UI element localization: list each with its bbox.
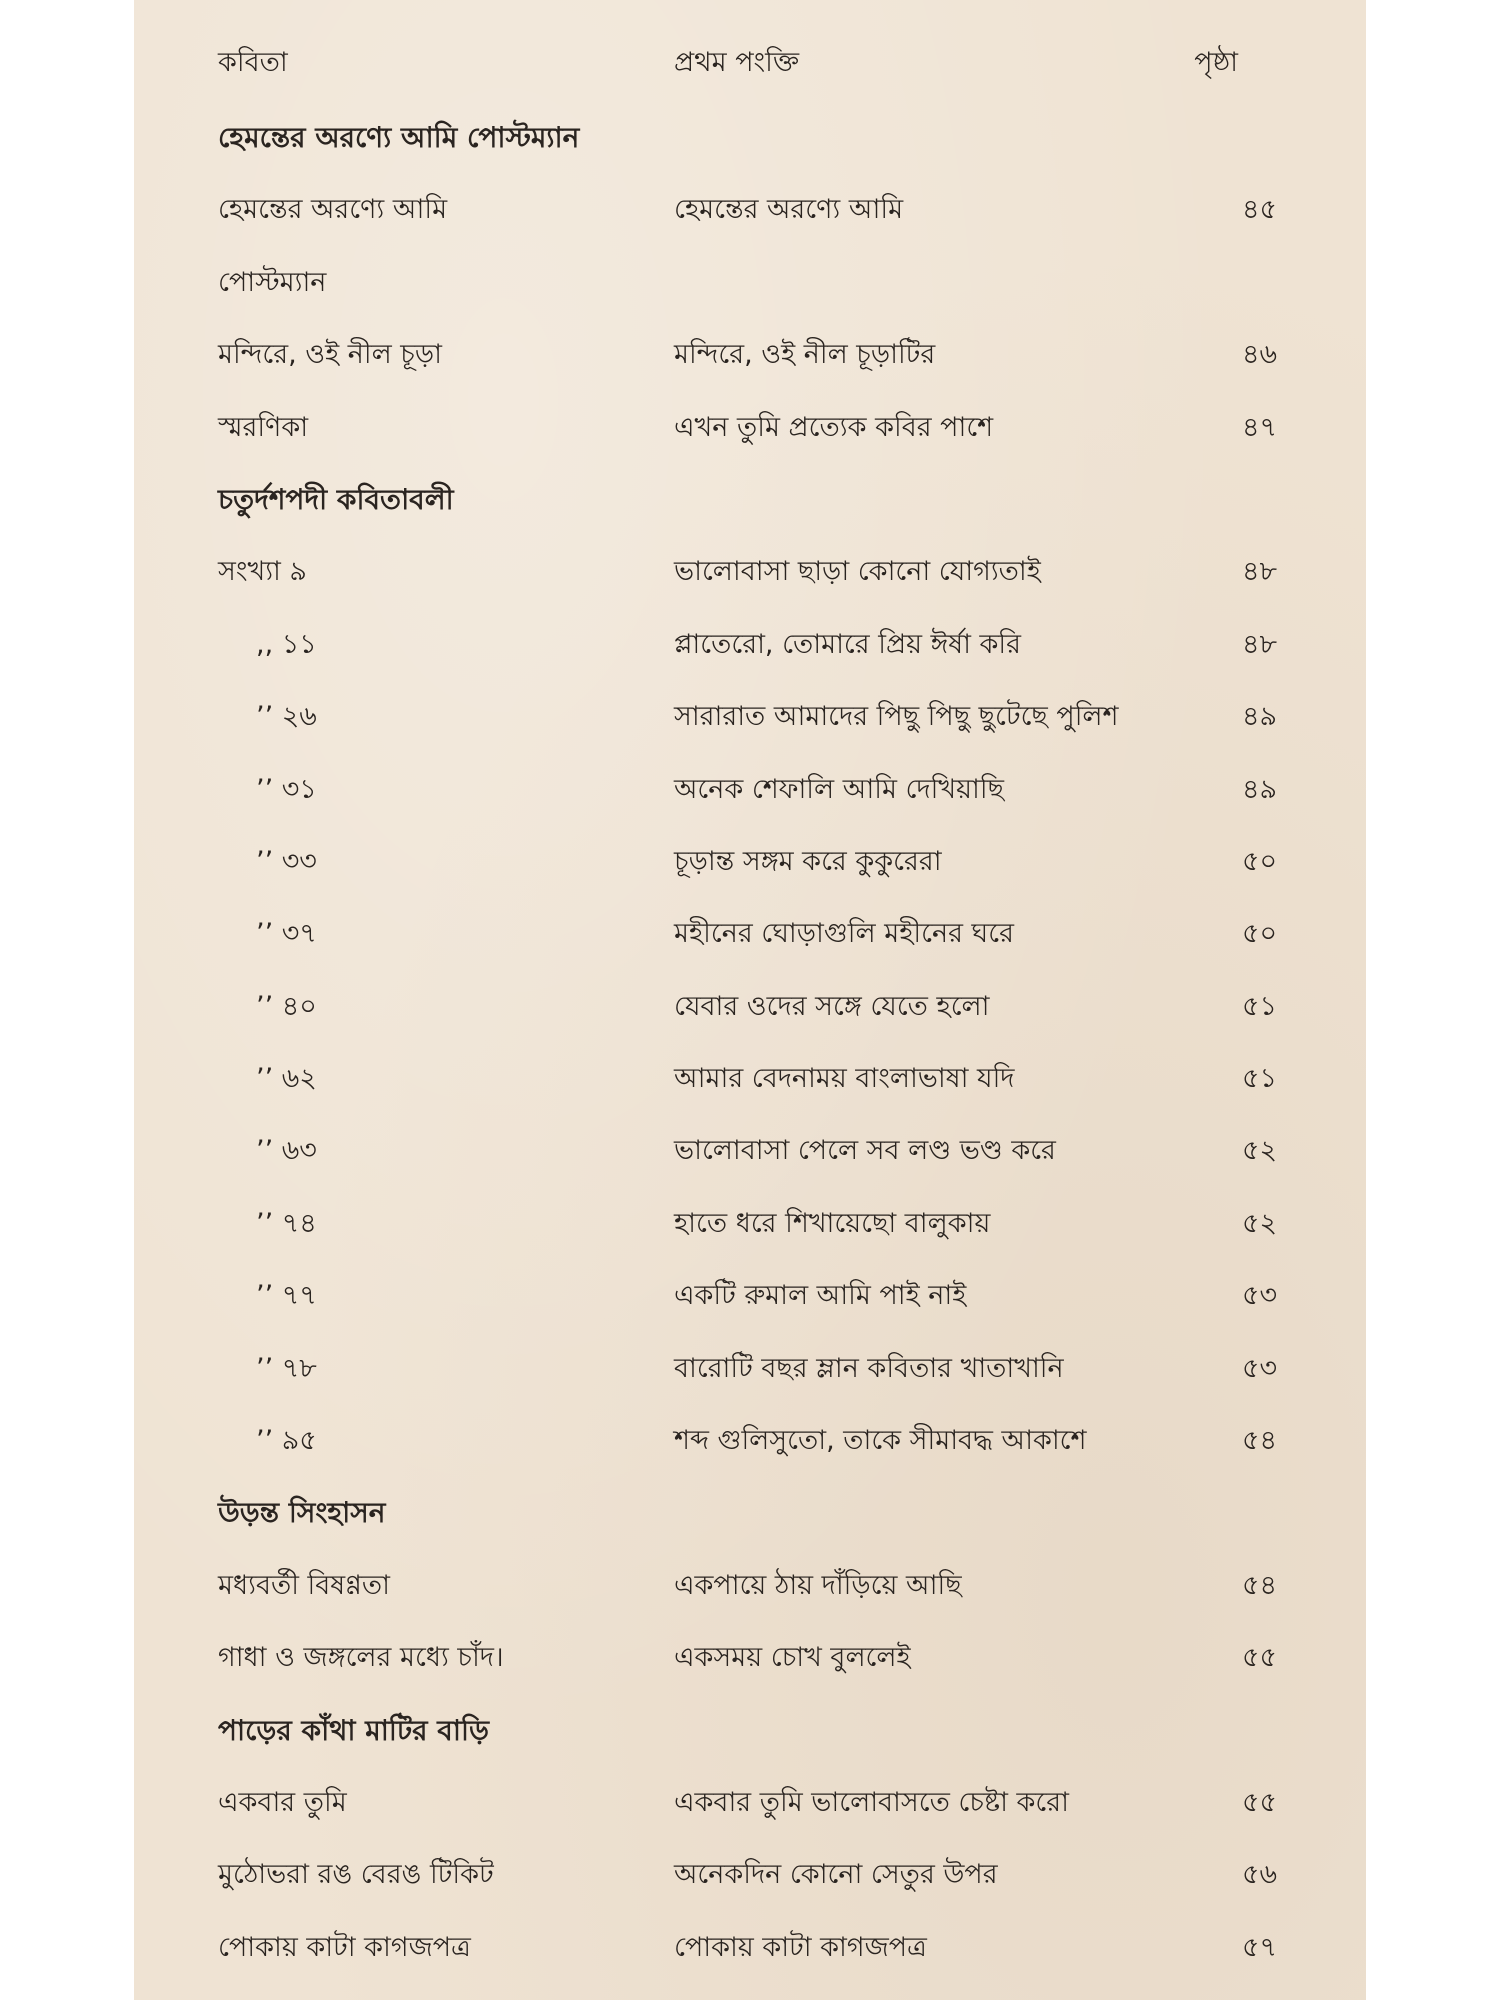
poem-title: ’’ ৭৮ [256, 1352, 317, 1384]
toc-row [218, 1260, 1298, 1332]
page-number: ৫১ [1242, 1063, 1278, 1095]
toc-row [218, 1839, 1298, 1911]
first-line: হাতে ধরে শিখায়েছো বালুকায় [674, 1207, 991, 1239]
poem-title: ’’ ৬২ [256, 1063, 317, 1095]
first-line: চূড়ান্ত সঙ্গম করে কুকুরেরা [674, 845, 942, 877]
header-page: পৃষ্ঠা [1194, 47, 1238, 78]
poem-title: মন্দিরে, ওই নীল চূড়া [218, 339, 442, 371]
section-heading [218, 1695, 1298, 1767]
toc-row [218, 174, 1298, 246]
toc-row [218, 1405, 1298, 1477]
page-number: ৫০ [1242, 918, 1278, 950]
page-number: ৪৫ [1242, 194, 1278, 226]
page-number: ৫১ [1242, 990, 1278, 1022]
first-line: একবার তুমি ভালোবাসতে চেষ্টা করো [674, 1786, 1069, 1818]
first-line: সারারাত আমাদের পিছু পিছু ছুটেছে পুলিশ [674, 701, 1119, 733]
poem-title: ’’ ২৬ [256, 701, 317, 733]
page-number: ৫২ [1242, 1135, 1278, 1167]
toc-row [218, 1622, 1298, 1694]
toc-row [218, 1115, 1298, 1187]
first-line: শব্দ গুলিসুতো, তাকে সীমাবদ্ধ আকাশে [674, 1425, 1087, 1457]
poem-title: ’’ ৭৭ [256, 1280, 317, 1312]
poem-title: ’’ ৩৩ [256, 845, 317, 877]
header-first-line: প্রথম পংক্তি [674, 47, 800, 78]
poem-title: ’’ ৪০ [256, 990, 317, 1022]
section-title: হেমন্তের অরণ্যে আমি পোস্টম্যান [218, 121, 580, 154]
poem-title: ’’ ৬৩ [256, 1135, 317, 1167]
toc-row [218, 898, 1298, 970]
section-title: পাড়ের কাঁথা মাটির বাড়ি [218, 1713, 490, 1747]
first-line: একটি রুমাল আমি পাই নাই [674, 1280, 967, 1312]
page-number: ৫৪ [1242, 1569, 1278, 1601]
first-line: এখন তুমি প্রত্যেক কবির পাশে [674, 411, 994, 443]
poem-title: ’’ ৭৪ [256, 1207, 317, 1239]
section-title: চতুর্দশপদী কবিতাবলী [218, 482, 454, 516]
toc-row [218, 609, 1298, 681]
poem-title: ’’ ৩১ [256, 773, 317, 805]
toc-row [218, 1188, 1298, 1260]
section-title: উড়ন্ত সিংহাসন [218, 1496, 386, 1530]
toc-row [218, 1333, 1298, 1405]
header-poem: কবিতা [218, 47, 288, 78]
page-number: ৫৫ [1242, 1642, 1278, 1674]
toc-row [218, 392, 1298, 464]
page-number: ৪৭ [1242, 411, 1278, 443]
first-line: মন্দিরে, ওই নীল চূড়াটির [674, 339, 936, 371]
page-number: ৫০ [1242, 845, 1278, 877]
toc-row [218, 826, 1298, 898]
page-number: ৪৯ [1242, 773, 1278, 805]
page-number: ৫৫ [1242, 1786, 1278, 1818]
poem-title: ,, ১১ [256, 628, 317, 660]
toc-row [218, 1767, 1298, 1839]
section-heading [218, 464, 1298, 536]
poem-title: মুঠোভরা রঙ বেরঙ টিকিট [218, 1859, 494, 1891]
book-page [134, 0, 1366, 2000]
page-number: ৫৬ [1242, 1859, 1278, 1891]
page-number: ৪৯ [1242, 701, 1278, 733]
first-line: অনেকদিন কোনো সেতুর উপর [674, 1859, 998, 1891]
toc-header [218, 42, 1298, 82]
first-line: আমার বেদনাময় বাংলাভাষা যদি [674, 1063, 1015, 1095]
first-line: প্লাতেরো, তোমারে প্রিয় ঈর্ষা করি [674, 628, 1021, 660]
page-number: ৪৬ [1242, 339, 1278, 371]
first-line: মহীনের ঘোড়াগুলি মহীনের ঘরে [674, 918, 1014, 950]
page-number: ৪৮ [1242, 556, 1278, 588]
toc-row [218, 754, 1298, 826]
page-number: ৫৪ [1242, 1425, 1278, 1457]
toc-row [218, 247, 1298, 319]
toc-row [218, 1912, 1298, 1984]
poem-title: গাধা ও জঙ্গলের মধ্যে চাঁদ। [218, 1642, 504, 1674]
toc-row [218, 971, 1298, 1043]
page-number: ৫৩ [1242, 1352, 1278, 1384]
poem-title: হেমন্তের অরণ্যে আমি [218, 194, 448, 226]
toc-row [218, 536, 1298, 608]
page-number: ৫২ [1242, 1207, 1278, 1239]
first-line: ভালোবাসা পেলে সব লণ্ড ভণ্ড করে [674, 1135, 1056, 1167]
poem-title: পোস্টম্যান [218, 266, 327, 298]
page-number: ৫৭ [1242, 1931, 1278, 1963]
section-heading [218, 1477, 1298, 1549]
poem-title: স্মরণিকা [218, 411, 309, 443]
toc-list [218, 102, 1298, 1984]
toc-row [218, 681, 1298, 753]
first-line: বারোটি বছর ম্লান কবিতার খাতাখানি [674, 1352, 1064, 1384]
first-line: একপায়ে ঠায় দাঁড়িয়ে আছি [674, 1569, 962, 1601]
poem-title: সংখ্যা ৯ [218, 556, 307, 588]
first-line: ভালোবাসা ছাড়া কোনো যোগ্যতাই [674, 556, 1041, 588]
toc-row [218, 1043, 1298, 1115]
toc-row [218, 319, 1298, 391]
first-line: একসময় চোখ বুললেই [674, 1642, 911, 1674]
first-line: পোকায় কাটা কাগজপত্র [674, 1931, 927, 1963]
poem-title: ’’ ৩৭ [256, 918, 317, 950]
first-line: অনেক শেফালি আমি দেখিয়াছি [674, 773, 1004, 805]
first-line: হেমন্তের অরণ্যে আমি [674, 194, 904, 226]
poem-title: মধ্যবর্তী বিষণ্ণতা [218, 1569, 390, 1601]
first-line: যেবার ওদের সঙ্গে যেতে হলো [674, 990, 990, 1022]
page-number: ৪৮ [1242, 628, 1278, 660]
poem-title: একবার তুমি [218, 1786, 347, 1818]
poem-title: পোকায় কাটা কাগজপত্র [218, 1931, 471, 1963]
section-heading [218, 102, 1298, 174]
toc-row [218, 1550, 1298, 1622]
poem-title: ’’ ৯৫ [256, 1425, 317, 1457]
page-number: ৫৩ [1242, 1280, 1278, 1312]
